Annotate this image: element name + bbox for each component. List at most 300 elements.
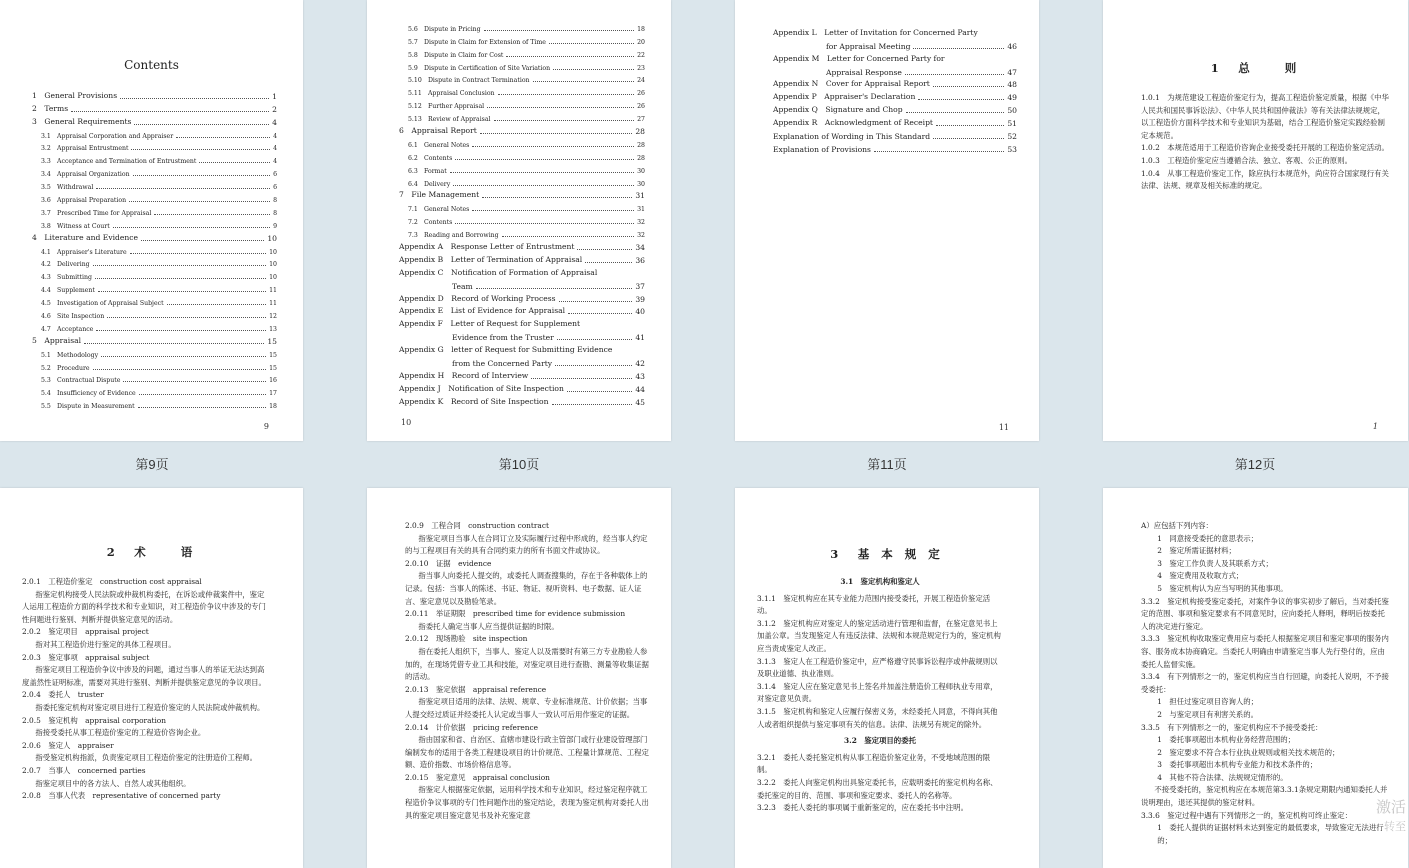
toc-entry-title: Appendix G letter of Request for Submitting Evidence <box>399 345 613 355</box>
toc-entry <box>32 88 277 101</box>
toc-dot-leader <box>134 124 269 125</box>
toc-entry-page: 1 <box>272 91 277 101</box>
toc-entry-title: 5.13 Review of Appraisal <box>408 116 491 124</box>
toc-entry-page: 16 <box>269 377 277 385</box>
toc-entry-title: 6.4 Delivery <box>408 180 451 188</box>
chapter-body <box>1141 92 1390 193</box>
chapter-body <box>1141 520 1390 847</box>
toc-entry-title: 4.7 Acceptance <box>41 325 94 333</box>
toc-entry-title: Appendix H Record of Interview <box>399 370 529 380</box>
paragraph: 4 其他不符合法律、法规规定情形的。 <box>1157 772 1288 782</box>
toc-entry <box>32 397 277 410</box>
page-thumbnail-14[interactable] <box>367 488 671 868</box>
toc-dot-leader <box>933 138 1004 139</box>
toc-dot-leader <box>905 74 1004 75</box>
toc-dot-leader <box>176 137 270 138</box>
toc-dot-leader <box>557 339 633 340</box>
paragraph: 2.0.1 工程造价鉴定 construction cost appraisal <box>22 577 202 586</box>
table-of-contents <box>32 88 277 410</box>
paragraph: 1 委托人提供的证据材料未达到鉴定的最低要求，导致鉴定无法进行的； <box>1157 823 1384 845</box>
toc-entry <box>32 268 277 281</box>
toc-entry-title: Appendix D Record of Working Process <box>399 293 556 303</box>
page-thumbnail-16[interactable] <box>1103 488 1408 868</box>
toc-entry-title: Appendix A Response Letter of Entrustment <box>399 242 575 252</box>
toc-entry <box>399 291 645 304</box>
page-number: 10 <box>401 418 412 427</box>
toc-entry <box>399 72 645 85</box>
paragraph: 不接受委托的，鉴定机构应在本规范第3.3.1条规定期限内通知委托人并说明理由，退还其提供的鉴定材料。 <box>1141 785 1388 808</box>
toc-entry-page: 23 <box>637 64 645 72</box>
toc-dot-leader <box>98 291 266 292</box>
toc-entry-page: 52 <box>1007 132 1017 142</box>
paragraph: 指当事人向委托人提交的，或委托人调查搜集的，存在于各种载体上的记录。包括：当事人的陈述、书证、物证、视听资料、电子数据、证人证言、鉴定意见以及勘验笔录。 <box>405 571 648 606</box>
toc-entry-page: 15 <box>269 351 277 359</box>
toc-entry-title: 7.2 Contents <box>408 219 453 227</box>
page-thumbnail-9[interactable] <box>0 0 303 441</box>
paragraph: 2.0.10 证据 evidence <box>405 558 492 568</box>
table-of-contents <box>399 20 645 407</box>
toc-dot-leader <box>96 330 266 331</box>
paragraph: 指鉴定项目工程造价争议中涉及的问题，通过当事人的举证无法达到高度盖然性证明标准，需要对其进行鉴别、判断并提供鉴定意见的争议项目。 <box>22 665 266 687</box>
paragraph: 1.0.1 为规范建设工程造价鉴定行为，提高工程造价鉴定质量，根据《中华人民共和国民事诉讼法》、《中华人民共和国仲裁法》等有关法律法规规定，以工程造价方面科学技术和专业知识为基础，结合工程造价鉴定实践经验制定本规范。 <box>1141 93 1389 140</box>
contents-title: Contents <box>124 58 179 72</box>
toc-entry <box>399 265 645 278</box>
toc-dot-leader <box>487 107 634 108</box>
toc-entry-title: 5.10 Dispute in Contract Termination <box>408 77 530 85</box>
chapter-body <box>405 520 649 822</box>
toc-entry-title: Appendix K Record of Site Inspection <box>399 396 549 406</box>
toc-entry-title: 5.5 Dispute in Measurement <box>41 403 135 411</box>
paragraph: 2 鉴定所需证据材料； <box>1157 546 1236 556</box>
paragraph: 3.3.2 鉴定机构接受鉴定委托，对案件争议的事实初步了解后，当对委托鉴定的范围、事项和鉴定要求有不同意见时，应向委托人释明，释明后按委托人的决定进行鉴定。 <box>1141 596 1389 631</box>
toc-entry-title: for Appraisal Meeting <box>826 41 911 51</box>
toc-entry <box>32 372 277 385</box>
toc-entry-title: 7 File Management <box>399 190 480 200</box>
toc-entry <box>32 204 277 217</box>
toc-entry <box>399 304 645 317</box>
toc-entry-title: Appendix C Notification of Formation of Appraisal <box>399 267 598 277</box>
toc-dot-leader <box>553 69 634 70</box>
paragraph: 2.0.7 当事人 concerned parties <box>22 765 146 775</box>
paragraph: 2.0.14 计价依据 pricing reference <box>405 722 539 732</box>
toc-dot-leader <box>533 81 635 82</box>
paragraph: 3.1.5 鉴定机构和鉴定人应履行保密义务，未经委托人同意，不得向其他人或者组织提供与鉴定事项有关的信息。法律、法规另有规定的除外。 <box>757 706 998 729</box>
page-thumbnail-10[interactable] <box>367 0 671 441</box>
toc-entry <box>773 89 1017 102</box>
toc-entry-title: 3.3 Acceptance and Termination of Entrustment <box>41 158 197 166</box>
toc-entry <box>773 38 1017 51</box>
toc-entry <box>773 77 1017 90</box>
toc-entry-page: 10 <box>269 274 277 282</box>
paragraph: 3.3.5 有下列情形之一的，鉴定机构应不予接受委托： <box>1141 722 1323 732</box>
toc-entry <box>399 316 645 329</box>
toc-entry-title: 3 General Requirements <box>32 116 132 126</box>
page-thumbnail-15[interactable] <box>735 488 1039 868</box>
toc-entry-title: 5.8 Dispute in Claim for Cost <box>408 51 504 59</box>
toc-entry-page: 53 <box>1007 144 1017 154</box>
paragraph: 指鉴定项目适用的法律、法规、规章、专业标准规范、计价依据；当事人提交经过质证并经委托人认定或当事人一致认可后用作鉴定的证据。 <box>405 697 648 719</box>
toc-entry-page: 30 <box>637 180 645 188</box>
toc-dot-leader <box>933 86 1004 87</box>
page-label-12[interactable]: 第12页 <box>1234 457 1276 472</box>
toc-dot-leader <box>559 301 633 302</box>
toc-dot-leader <box>71 111 269 112</box>
toc-entry-title: Appendix Q Signature and Chop <box>773 105 903 115</box>
toc-dot-leader <box>480 133 633 134</box>
paragraph: 1 委托事项超出本机构业务经营范围的； <box>1157 735 1296 745</box>
toc-entry-page: 32 <box>637 232 645 240</box>
toc-entry <box>399 162 645 175</box>
paragraph: 指鉴定人根据鉴定依据，运用科学技术和专业知识，经过鉴定程序就工程造价争议事项的专门性问题作出的鉴定结论，表现为鉴定机构对委托人出具的鉴定项目鉴定意见书及补充鉴定意 <box>405 785 649 820</box>
toc-dot-leader <box>129 201 270 202</box>
toc-entry-title: 5.1 Methodology <box>41 351 99 359</box>
toc-entry <box>32 307 277 320</box>
toc-entry-page: 9 <box>273 222 277 230</box>
paragraph: 2.0.13 鉴定依据 appraisal reference <box>405 684 547 694</box>
toc-entry-title: 6 Appraisal Report <box>399 126 477 136</box>
page-label-11[interactable]: 第11页 <box>867 457 907 472</box>
toc-dot-leader <box>120 98 269 99</box>
chapter-heading: 2 术 语 <box>106 545 197 559</box>
paragraph: 1 担任过鉴定项目咨询人的； <box>1157 697 1259 707</box>
paragraph: 3.3.4 有下列情形之一的，鉴定机构应当自行回避，向委托人说明，不予接受委托： <box>1141 672 1389 694</box>
paragraph: 3 委托事项超出本机构专业能力和技术条件的； <box>1157 760 1318 770</box>
toc-entry-title: 4.4 Supplement <box>41 287 95 295</box>
toc-entry-title: Explanation of Provisions <box>773 144 871 154</box>
paragraph: 指鉴定机构接受人民法院或仲裁机构委托，在诉讼或仲裁案件中，鉴定人运用工程造价方面的科学技术和专业知识，对工程造价争议中涉及的专门性问题进行鉴别、判断并提供鉴定意见的活动。 <box>22 589 266 624</box>
toc-entry <box>32 114 277 127</box>
toc-entry <box>773 64 1017 77</box>
paragraph: 3.1.3 鉴定人在工程造价鉴定中，应严格遵守民事诉讼程序或仲裁规则以及职业道德、执业准则。 <box>757 656 998 679</box>
toc-entry-page: 34 <box>635 243 645 253</box>
toc-entry-page: 15 <box>269 364 277 372</box>
paragraph: 2.0.6 鉴定人 appraiser <box>22 740 114 750</box>
paragraph: 3.1.4 鉴定人应在鉴定意见书上签名并加盖注册造价工程师执业专用章，对鉴定意见负责。 <box>757 681 998 704</box>
toc-entry-title: 2 Terms <box>32 103 69 113</box>
paragraph: 5 鉴定机构认为应当写明的其他事项。 <box>1157 583 1288 593</box>
toc-entry-page: 2 <box>272 104 277 114</box>
toc-entry <box>399 239 645 252</box>
toc-entry-page: 6 <box>273 171 277 179</box>
toc-entry-page: 51 <box>1007 119 1017 129</box>
toc-entry <box>399 33 645 46</box>
toc-entry-title: 5.6 Dispute in Pricing <box>408 25 481 33</box>
toc-dot-leader <box>96 188 270 189</box>
toc-entry-page: 32 <box>637 219 645 227</box>
toc-entry <box>32 281 277 294</box>
toc-entry <box>399 226 645 239</box>
toc-entry-title: 7.1 General Notes <box>408 206 470 214</box>
toc-entry-title: Appendix E List of Evidence for Appraisal <box>399 306 566 316</box>
toc-entry-title: 3.1 Appraisal Corporation and Appraiser <box>41 132 174 140</box>
toc-entry <box>399 20 645 33</box>
page-thumbnail-13[interactable] <box>0 488 303 868</box>
toc-entry-page: 37 <box>635 281 645 291</box>
paragraph: 1 同意接受委托的意思表示； <box>1157 533 1259 543</box>
paragraph: 2.0.8 当事人代表 representative of concerned party <box>22 791 221 801</box>
toc-dot-leader <box>138 407 267 408</box>
paragraph: 1.0.4 从事工程造价鉴定工作，除应执行本规范外，尚应符合国家现行有关法律、法规、规章及相关标准的规定。 <box>1141 168 1389 191</box>
toc-entry-title: 3.7 Prescribed Time for Appraisal <box>41 209 152 217</box>
paragraph: 1.0.3 工程造价鉴定应当遵循合法、独立、客观、公正的原则。 <box>1141 155 1352 165</box>
toc-dot-leader <box>84 343 264 344</box>
toc-dot-leader <box>936 125 1004 126</box>
toc-entry-title: 5.11 Appraisal Conclusion <box>408 90 495 98</box>
toc-entry <box>399 175 645 188</box>
toc-dot-leader <box>531 378 632 379</box>
toc-entry-title: 4.6 Site Inspection <box>41 313 105 321</box>
paragraph: 3.1.2 鉴定机构应对鉴定人的鉴定活动进行管理和监督，在鉴定意见书上加盖公章。当发现鉴定人有违反法律、法规和本规范规定行为的，鉴定机构应当责成鉴定人改正。 <box>757 618 1001 653</box>
toc-entry-page: 48 <box>1007 80 1017 90</box>
toc-entry-page: 27 <box>637 116 645 124</box>
toc-entry-title: Appendix M Letter for Concerned Party for <box>773 53 945 63</box>
toc-entry <box>399 368 645 381</box>
activation-watermark-sub: 转至 <box>1384 821 1406 833</box>
toc-dot-leader <box>455 223 634 224</box>
toc-entry-title: Appendix F Letter of Request for Supplement <box>399 319 581 329</box>
toc-entry-page: 26 <box>637 90 645 98</box>
toc-entry-title: Appendix B Letter of Termination of Appraisal <box>399 254 583 264</box>
toc-entry-title: 3.4 Appraisal Organization <box>41 171 130 179</box>
toc-dot-leader <box>199 162 270 163</box>
toc-entry <box>399 213 645 226</box>
toc-entry <box>32 294 277 307</box>
paragraph: 指由国家和省、自治区、直辖市建设行政主管部门或行业建设管理部门编制发布的适用于各类工程建设项目的计价规范、工程量计算规范、工程定额、造价指数、市场价格信息等。 <box>405 735 649 770</box>
chapter-heading: 1 总 则 <box>1210 61 1301 75</box>
toc-dot-leader <box>484 30 635 31</box>
toc-entry-page: 13 <box>269 325 277 333</box>
paragraph: 指鉴定项目当事人在合同订立及实际履行过程中形成的，经当事人约定的与工程项目有关的具有合同约束力的所有书面文件或协议。 <box>405 533 648 556</box>
paragraph: 2.0.12 现场勘验 site inspection <box>405 634 528 644</box>
toc-entry <box>32 152 277 165</box>
paragraph: 3.2.2 委托人向鉴定机构出具鉴定委托书，应载明委托的鉴定机构名称、委托鉴定的目的、范围、事项和鉴定要求、委托人的名称等。 <box>757 777 998 800</box>
toc-entry-title: 5.7 Dispute in Claim for Extension of Time <box>408 38 546 46</box>
toc-entry <box>399 200 645 213</box>
paragraph: 指在委托人组织下，当事人、鉴定人以及需要时有第三方专业勘验人参加的，在现场凭借专业工具和技能，对鉴定项目进行查勘、测量等收集证据的活动。 <box>405 646 649 682</box>
toc-entry <box>773 102 1017 115</box>
toc-entry-title: 3.2 Appraisal Entrustment <box>41 145 129 153</box>
toc-entry-page: 43 <box>635 371 645 381</box>
paragraph: 2.0.15 鉴定意见 appraisal conclusion <box>405 772 550 782</box>
section-heading: 3.1 鉴定机构和鉴定人 <box>840 577 920 586</box>
toc-entry-page: 11 <box>269 300 277 308</box>
toc-entry <box>399 355 645 368</box>
paragraph: 指委托鉴定机构对鉴定项目进行工程造价鉴定的人民法院或仲裁机构。 <box>35 702 265 712</box>
paragraph: 3.2.3 委托人委托的事项属于重新鉴定的，应在委托书中注明。 <box>757 803 968 813</box>
toc-entry-page: 49 <box>1007 93 1017 103</box>
toc-entry-page: 36 <box>635 255 645 265</box>
toc-dot-leader <box>141 240 264 241</box>
toc-dot-leader <box>906 112 1005 113</box>
activation-watermark: 激活 <box>1375 799 1406 816</box>
toc-entry-page: 11 <box>269 287 277 295</box>
toc-entry-page: 10 <box>267 233 277 243</box>
toc-dot-leader <box>95 278 266 279</box>
toc-entry <box>399 329 645 342</box>
toc-dot-leader <box>123 381 266 382</box>
toc-entry-title: 6.3 Format <box>408 167 447 175</box>
toc-entry-title: from the Concerned Party <box>452 359 553 369</box>
toc-entry <box>399 188 645 201</box>
toc-entry-page: 15 <box>267 336 277 346</box>
section-heading: 3.2 鉴定项目的委托 <box>844 736 916 746</box>
chapter-body <box>22 576 269 803</box>
paragraph: 3.3.3 鉴定机构收取鉴定费用应与委托人根据鉴定项目和鉴定事项的服务内容、服务成本协商确定。当委托人明确由申请鉴定当事人先行垫付的，应由委托人监督实施。 <box>1141 634 1389 669</box>
toc-dot-leader <box>472 146 634 147</box>
toc-dot-leader <box>494 120 635 121</box>
toc-entry-page: 8 <box>273 209 277 217</box>
toc-entry <box>32 101 277 114</box>
table-of-contents <box>773 25 1017 154</box>
toc-entry-title: 6.1 General Notes <box>408 141 470 149</box>
page-thumbnail-11[interactable] <box>735 0 1039 441</box>
toc-entry <box>32 230 277 243</box>
toc-entry-page: 4 <box>273 145 277 153</box>
toc-entry <box>32 346 277 359</box>
toc-entry <box>32 140 277 153</box>
paragraph: 2 与鉴定项目有利害关系的。 <box>1157 709 1259 719</box>
toc-entry-title: 1 General Provisions <box>32 90 118 100</box>
toc-entry <box>773 25 1017 38</box>
toc-entry <box>32 384 277 397</box>
toc-entry-page: 6 <box>273 184 277 192</box>
paragraph: 指鉴定项目中的各方法人、自然人或其他组织。 <box>35 778 191 788</box>
toc-dot-leader <box>101 356 266 357</box>
paragraph: 2.0.11 举证期限 prescribed time for evidence submission <box>405 609 626 619</box>
chapter-body <box>757 572 1003 815</box>
toc-dot-leader <box>167 304 267 305</box>
toc-entry <box>32 165 277 178</box>
toc-entry-title: 4.1 Appraiser's Literature <box>41 248 127 256</box>
toc-dot-leader <box>472 210 634 211</box>
toc-dot-leader <box>577 249 632 250</box>
toc-entry-page: 4 <box>273 132 277 140</box>
toc-entry-page: 31 <box>637 206 645 214</box>
toc-dot-leader <box>913 48 1004 49</box>
toc-entry <box>399 59 645 72</box>
toc-entry-title: 5.2 Procedure <box>41 364 90 372</box>
toc-entry <box>773 141 1017 154</box>
toc-entry-page: 30 <box>637 167 645 175</box>
toc-entry <box>399 394 645 407</box>
toc-dot-leader <box>450 172 634 173</box>
toc-entry <box>32 191 277 204</box>
toc-entry-page: 8 <box>273 197 277 205</box>
toc-entry-page: 24 <box>637 77 645 85</box>
toc-entry-title: 6.2 Contents <box>408 154 453 162</box>
toc-entry-page: 20 <box>637 38 645 46</box>
page-number: 11 <box>998 423 1009 432</box>
toc-dot-leader <box>568 313 632 314</box>
toc-entry-page: 45 <box>635 397 645 407</box>
paragraph: 2.0.4 委托人 truster <box>22 690 104 700</box>
paragraph: 2.0.9 工程合同 construction contract <box>405 521 549 530</box>
toc-entry-page: 4 <box>272 117 277 127</box>
paragraph: 2.0.3 鉴定事项 appraisal subject <box>22 652 150 662</box>
toc-entry <box>399 84 645 97</box>
toc-dot-leader <box>93 265 266 266</box>
toc-entry-title: Appendix P Appraiser's Declaration <box>773 92 916 102</box>
toc-dot-leader <box>130 253 266 254</box>
toc-dot-leader <box>455 159 634 160</box>
toc-entry-page: 39 <box>635 294 645 304</box>
toc-entry-page: 10 <box>269 248 277 256</box>
toc-entry <box>399 278 645 291</box>
toc-entry <box>399 123 645 136</box>
toc-entry <box>32 127 277 140</box>
toc-dot-leader <box>502 236 634 237</box>
toc-dot-leader <box>567 391 632 392</box>
toc-entry-page: 18 <box>637 25 645 33</box>
toc-entry <box>399 97 645 110</box>
toc-entry-title: Explanation of Wording in This Standard <box>773 132 931 142</box>
toc-dot-leader <box>453 185 634 186</box>
toc-entry <box>399 342 645 355</box>
toc-dot-leader <box>555 365 632 366</box>
toc-entry-title: 4 Literature and Evidence <box>32 232 139 242</box>
toc-entry-page: 44 <box>635 384 645 394</box>
toc-dot-leader <box>139 394 266 395</box>
toc-entry-page: 26 <box>637 103 645 111</box>
toc-entry <box>773 51 1017 64</box>
toc-dot-leader <box>482 197 632 198</box>
toc-entry-page: 50 <box>1007 106 1017 116</box>
toc-entry <box>32 333 277 346</box>
toc-entry-title: Evidence from the Truster <box>452 333 554 343</box>
toc-entry-title: 5.4 Insufficiency of Evidence <box>41 390 136 398</box>
toc-entry-page: 4 <box>273 158 277 166</box>
toc-entry <box>773 115 1017 128</box>
chapter-heading: 3 基 本 规 定 <box>830 547 944 561</box>
toc-entry-page: 41 <box>635 333 645 343</box>
paragraph: 2.0.2 鉴定项目 appraisal project <box>22 627 149 637</box>
toc-entry-page: 40 <box>635 307 645 317</box>
toc-entry-title: 5.9 Dispute in Certification of Site Variation <box>408 64 551 72</box>
paragraph: 3.1.1 鉴定机构应在其专业能力范围内接受委托，开展工程造价鉴定活动。 <box>757 593 991 616</box>
toc-dot-leader <box>93 369 267 370</box>
toc-dot-leader <box>874 151 1004 152</box>
toc-entry <box>32 256 277 269</box>
toc-entry <box>32 359 277 372</box>
paragraph: 指受鉴定机构指派，负责鉴定项目工程造价鉴定的注册造价工程师。 <box>35 753 258 763</box>
toc-entry-title: 4.3 Submitting <box>41 274 92 282</box>
toc-entry <box>399 46 645 59</box>
toc-dot-leader <box>154 214 270 215</box>
toc-entry-page: 28 <box>637 141 645 149</box>
toc-entry-title: 3.6 Appraisal Preparation <box>41 197 127 205</box>
paragraph: 3 鉴定工作负责人及其联系方式； <box>1157 558 1273 568</box>
paragraph: 指委托人确定当事人应当提供证据的时限。 <box>418 621 559 631</box>
page-thumbnail-12[interactable] <box>1103 0 1408 441</box>
toc-entry-title: 5.12 Further Appraisal <box>408 103 485 111</box>
toc-entry-title: 4.2 Delivering <box>41 261 90 269</box>
page-label-10[interactable]: 第10页 <box>498 457 540 472</box>
toc-entry <box>399 136 645 149</box>
toc-dot-leader <box>918 99 1004 100</box>
page-label-9[interactable]: 第9页 <box>135 457 169 472</box>
toc-entry <box>32 217 277 230</box>
paragraph: 3.3.6 鉴定过程中遇有下列情形之一的，鉴定机构可终止鉴定： <box>1141 810 1352 820</box>
toc-entry <box>773 128 1017 141</box>
paragraph: 2 鉴定要求不符合本行业执业规则或相关技术规范的； <box>1157 747 1340 757</box>
toc-entry-page: 18 <box>269 403 277 411</box>
toc-entry-page: 47 <box>1007 67 1017 77</box>
toc-dot-leader <box>585 262 632 263</box>
toc-dot-leader <box>107 317 266 318</box>
toc-entry-title: Appendix J Notification of Site Inspection <box>399 383 564 393</box>
paragraph: 1.0.2 本规范适用于工程造价咨询企业接受委托开展的工程造价鉴定活动。 <box>1141 143 1389 153</box>
toc-entry-title: 4.5 Investigation of Appraisal Subject <box>41 300 164 308</box>
